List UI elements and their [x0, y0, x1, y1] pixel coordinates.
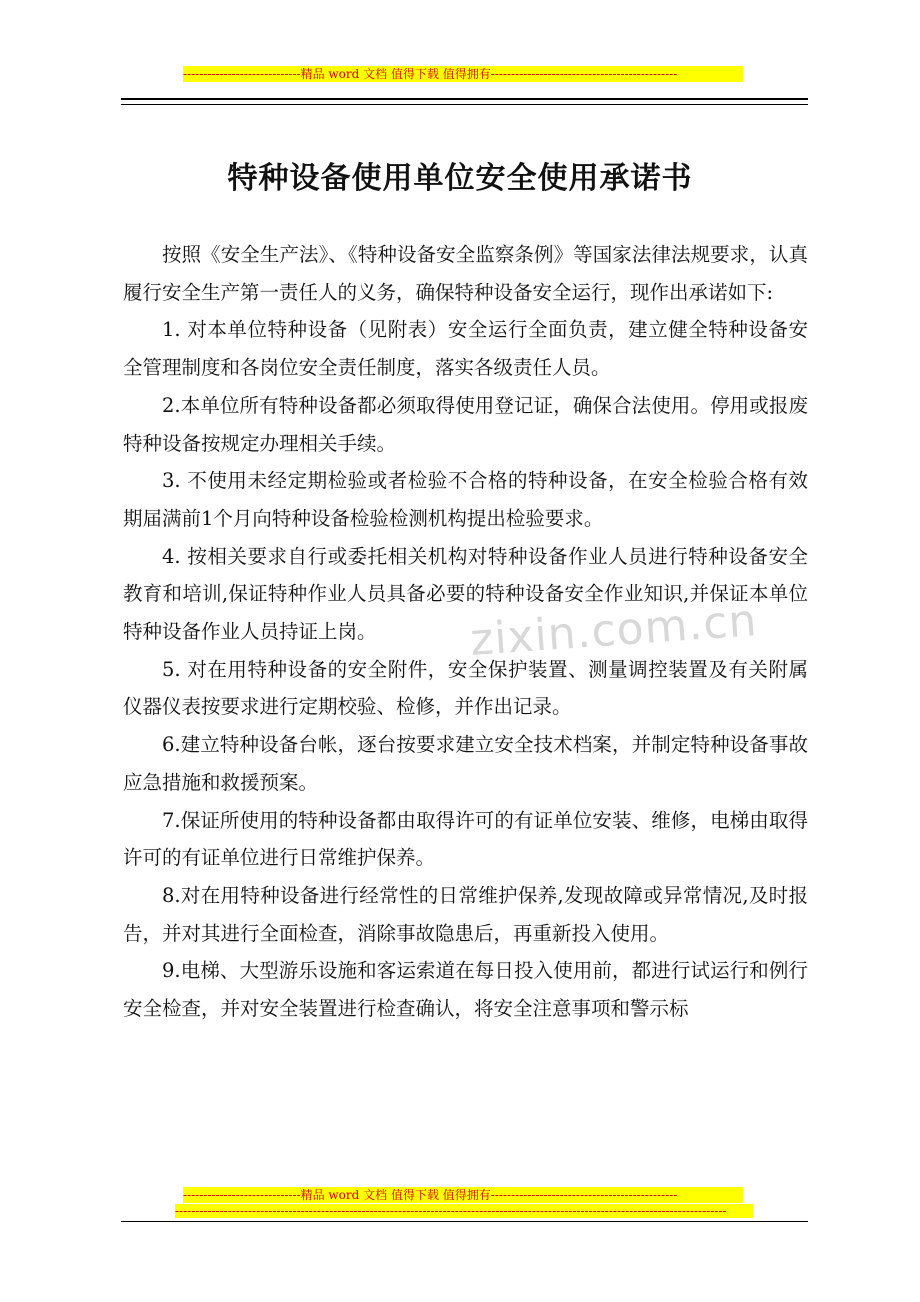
- clause-7: 7.保证所使用的特种设备都由取得许可的有证单位安装、维修，电梯由取得许可的有证单位进行日常维护保养。: [123, 808, 808, 870]
- footer-dash-line: ----------------------------------------------------------------------------------------------------------------------------------------: [175, 1204, 753, 1218]
- document-title: 特种设备使用单位安全使用承诺书: [227, 161, 693, 196]
- header-rule-thin: [121, 104, 808, 105]
- clause-2: 2.本单位所有特种设备都必须取得使用登记证，确保合法使用。停用或报废特种设备按规定办理相关手续。: [123, 393, 808, 455]
- watermark: zixin.com.cn: [468, 595, 759, 666]
- clause-1: 1. 对本单位特种设备（见附表）安全运行全面负责，建立健全特种设备安全管理制度和各岗位安全责任制度，落实各级责任人员。: [123, 318, 808, 380]
- intro-paragraph: 按照《安全生产法》、《特种设备安全监察条例》等国家法律法规要求，认真履行安全生产第一责任人的义务，确保特种设备安全运行，现作出承诺如下:: [123, 243, 808, 304]
- clause-4: 4. 按相关要求自行或委托相关机构对特种设备作业人员进行特种设备安全教育和培训,保证特种作业人员具备必要的特种设备安全作业知识,并保证本单位特种设备作业人员持证上岗。: [123, 544, 808, 644]
- footer-banner: -----------------------------精品 word 文档 值得下载 值得拥有----------------------------------------------: [183, 1187, 743, 1203]
- clause-6: 6.建立特种设备台帐，逐台按要求建立安全技术档案，并制定特种设备事故应急措施和救援预案。: [123, 733, 808, 794]
- clause-9: 9.电梯、大型游乐设施和客运索道在每日投入使用前，都进行试运行和例行安全检查，并对安全装置进行检查确认，将安全注意事项和警示标: [123, 959, 808, 1021]
- clause-3: 3. 不使用未经定期检验或者检验不合格的特种设备，在安全检验合格有效期届满前1个月向特种设备检验检测机构提出检验要求。: [123, 469, 808, 530]
- document-body: [123, 236, 808, 1028]
- header-banner: -----------------------------精品 word 文档 值得下载 值得拥有----------------------------------------------: [183, 66, 743, 82]
- footer-rule: [121, 1221, 808, 1222]
- header-rule-thick: [121, 98, 808, 100]
- clause-8: 8.对在用特种设备进行经常性的日常维护保养,发现故障或异常情况,及时报告，并对其进行全面检查，消除事故隐患后，再重新投入使用。: [123, 883, 808, 945]
- clause-5: 5. 对在用特种设备的安全附件，安全保护装置、测量调控装置及有关附属仪器仪表按要求进行定期校验、检修，并作出记录。: [123, 657, 808, 719]
